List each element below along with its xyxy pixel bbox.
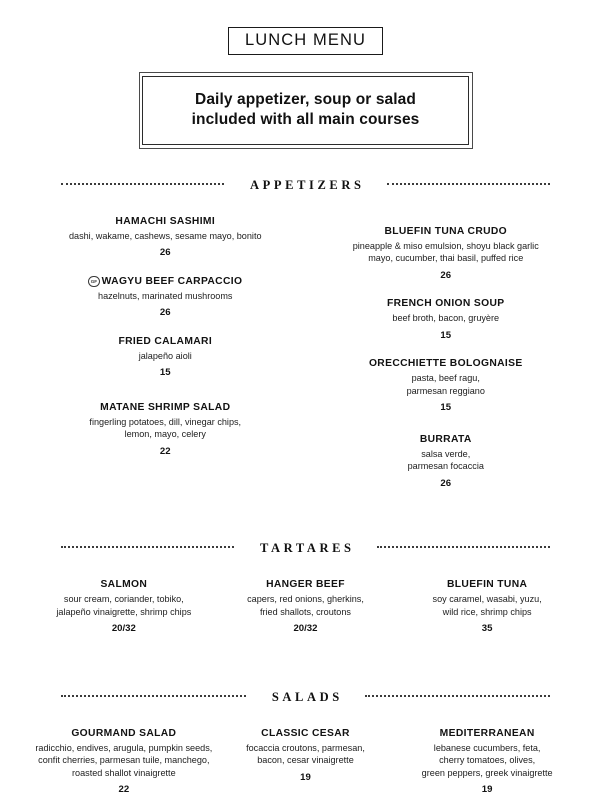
item-description-line: soy caramel, wasabi, yuzu, xyxy=(432,594,542,605)
item-price: 26 xyxy=(440,477,452,489)
tartares-column xyxy=(215,578,397,634)
menu-item xyxy=(37,578,211,634)
menu-item xyxy=(33,335,298,379)
item-name: MEDITERRANEAN xyxy=(439,727,535,739)
tartares-columns xyxy=(33,578,578,634)
item-description-line: jalapeño aioli xyxy=(138,350,192,361)
section-divider-appetizers xyxy=(61,178,550,193)
menu-header xyxy=(0,0,611,149)
item-name: GOURMAND SALAD xyxy=(71,727,177,739)
divider-dots-left xyxy=(61,545,234,548)
subtitle-line-2: included with all main courses xyxy=(191,110,420,128)
tartares-column xyxy=(33,578,215,634)
item-price: 22 xyxy=(159,445,171,457)
item-name: BURRATA xyxy=(419,433,472,445)
section-heading-appetizers: APPETIZERS xyxy=(250,177,365,192)
item-description-line: parmesan focaccia xyxy=(407,461,484,472)
divider-dots-left xyxy=(61,694,246,697)
item-name: FRENCH ONION SOUP xyxy=(386,298,505,310)
item-description-line: parmesan reggiano xyxy=(406,385,485,396)
section-divider-salads xyxy=(61,690,550,705)
item-description-line: dashi, wakame, cashews, sesame mayo, bonito xyxy=(68,230,262,241)
item-description-line: focaccia croutons, parmesan, xyxy=(246,742,365,753)
appetizers-column-left xyxy=(33,215,306,457)
item-description xyxy=(37,593,211,618)
item-price: 35 xyxy=(481,623,493,635)
item-description xyxy=(33,290,298,303)
subtitle-box xyxy=(139,72,473,149)
item-price: 26 xyxy=(440,269,452,281)
gluten-free-icon: GF xyxy=(88,276,100,288)
item-description-line: jalapeño vinaigrette, shrimp chips xyxy=(56,606,192,617)
appetizers-section xyxy=(0,178,611,489)
menu-item xyxy=(396,727,578,796)
item-price: 15 xyxy=(440,402,452,414)
item-description xyxy=(314,372,579,397)
item-price: 19 xyxy=(481,784,493,796)
item-price: 26 xyxy=(159,247,171,259)
salads-section xyxy=(0,690,611,796)
appetizers-columns xyxy=(33,215,578,489)
menu-item xyxy=(33,215,298,259)
item-name: MATANE SHRIMP SALAD xyxy=(100,401,231,413)
menu-item xyxy=(33,401,298,457)
item-name xyxy=(33,275,298,289)
divider-dots-right xyxy=(377,545,550,548)
menu-title-box xyxy=(228,27,383,55)
item-description-line: roasted shallot vinaigrette xyxy=(72,767,176,778)
item-description xyxy=(219,742,393,767)
subtitle-line-1: Daily appetizer, soup or salad xyxy=(195,90,416,108)
menu-item xyxy=(33,727,215,796)
divider-dots-right xyxy=(387,182,550,185)
appetizers-column-right xyxy=(306,215,579,489)
page-title: LUNCH MENU xyxy=(244,31,366,49)
item-description-line: bacon, cesar vinaigrette xyxy=(257,755,354,766)
item-description-line: fingerling potatoes, dill, vinegar chips, xyxy=(89,416,242,427)
item-description-line: lemon, mayo, celery xyxy=(124,429,206,440)
item-price: 22 xyxy=(118,784,130,796)
item-description xyxy=(314,240,579,265)
divider-dots-left xyxy=(61,182,224,185)
menu-item xyxy=(314,433,579,489)
item-description-line: sour cream, coriander, tobiko, xyxy=(63,594,184,605)
item-price: 15 xyxy=(440,329,452,341)
item-name: SALMON xyxy=(100,579,148,591)
item-name: CLASSIC CESAR xyxy=(261,727,350,739)
menu-item xyxy=(314,297,579,341)
menu-item xyxy=(400,578,574,634)
item-description xyxy=(33,416,298,441)
menu-item xyxy=(219,578,393,634)
item-name-text: WAGYU BEEF CARPACCIO xyxy=(101,275,243,287)
item-description-line: mayo, cucumber, thai basil, puffed rice xyxy=(368,253,524,264)
item-description xyxy=(33,742,215,780)
tartares-column xyxy=(396,578,578,634)
item-description-line: pineapple & miso emulsion, shoyu black garlic xyxy=(352,240,539,251)
item-description xyxy=(33,230,298,243)
section-heading-salads: SALADS xyxy=(271,689,343,704)
menu-item xyxy=(314,357,579,413)
item-description xyxy=(400,593,574,618)
item-name: FRIED CALAMARI xyxy=(118,335,213,347)
item-description-line: confit cherries, parmesan tuile, manchego, xyxy=(38,755,210,766)
item-description xyxy=(33,350,298,363)
item-description-line: salsa verde, xyxy=(421,448,471,459)
item-name: ORECCHIETTE BOLOGNAISE xyxy=(368,358,523,370)
item-name: BLUEFIN TUNA CRUDO xyxy=(384,225,508,237)
item-description-line: wild rice, shrimp chips xyxy=(442,606,532,617)
item-price: 19 xyxy=(300,771,311,783)
subtitle-box-inner xyxy=(142,76,469,146)
item-name: BLUEFIN TUNA xyxy=(447,579,528,591)
divider-dots-right xyxy=(365,694,550,697)
item-description-line: fried shallots, croutons xyxy=(259,606,351,617)
item-description xyxy=(219,593,393,618)
item-description-line: radicchio, endives, arugula, pumpkin seeds, xyxy=(35,742,213,753)
menu-item xyxy=(33,275,298,319)
salads-column xyxy=(215,727,397,783)
menu-item xyxy=(314,225,579,281)
salads-columns xyxy=(33,727,578,796)
item-description-line: cherry tomatoes, olives, xyxy=(439,755,536,766)
item-description-line: capers, red onions, gherkins, xyxy=(247,594,364,605)
item-description-line: hazelnuts, marinated mushrooms xyxy=(98,290,233,301)
item-price: 20/32 xyxy=(293,623,318,635)
item-description xyxy=(396,742,578,780)
menu-item xyxy=(219,727,393,783)
item-price: 26 xyxy=(159,307,171,319)
salads-column xyxy=(396,727,578,796)
item-name: HANGER BEEF xyxy=(266,579,345,591)
item-description xyxy=(314,312,579,325)
tartares-section xyxy=(0,541,611,634)
item-description-line: green peppers, greek vinaigrette xyxy=(421,767,553,778)
item-price: 20/32 xyxy=(111,623,136,635)
item-description-line: lebanese cucumbers, feta, xyxy=(433,742,541,753)
section-heading-tartares: TARTARES xyxy=(260,541,355,556)
item-description xyxy=(314,448,579,473)
item-name: HAMACHI SASHIMI xyxy=(115,215,216,227)
item-price: 15 xyxy=(159,367,171,379)
salads-column xyxy=(33,727,215,796)
item-description-line: beef broth, bacon, gruyère xyxy=(392,313,500,324)
item-description-line: pasta, beef ragu, xyxy=(411,373,480,384)
section-divider-tartares xyxy=(61,541,550,556)
